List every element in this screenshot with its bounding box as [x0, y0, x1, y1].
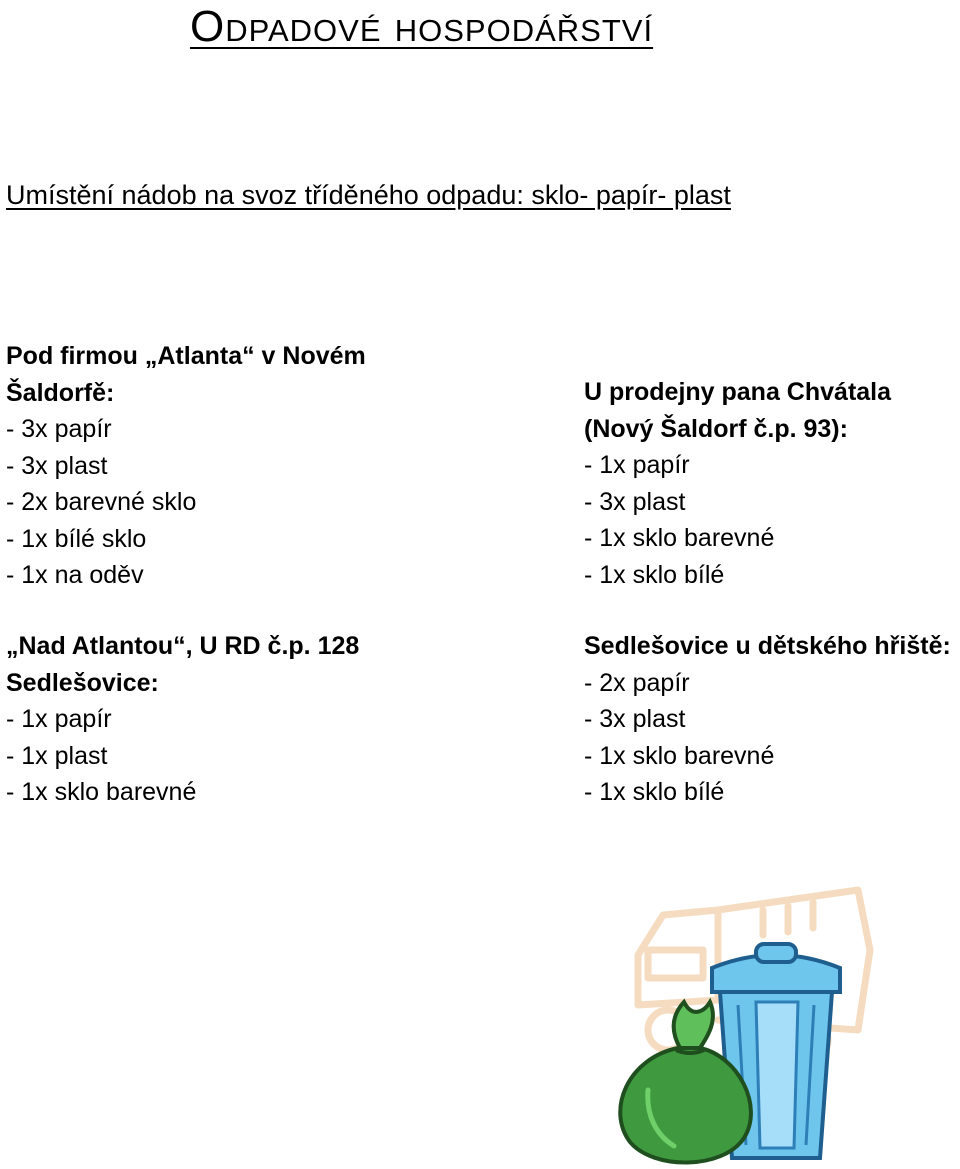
section-subtitle: Umístění nádob na svoz tříděného odpadu: sklo- papír- plast [6, 180, 731, 210]
list-item: - 3x plast [584, 705, 686, 733]
location-atlanta [6, 338, 366, 594]
list-item: - 1x papír [6, 705, 112, 733]
list-item: - 3x plast [6, 451, 108, 480]
page-title: Odpadové hospodářství [190, 2, 654, 51]
location-heading-line: Pod firmou „Atlanta“ v Novém [6, 342, 366, 370]
list-item: - 3x papír [6, 415, 112, 443]
location-heading-line: Šaldorfě: [6, 378, 115, 407]
location-heading-line: „Nad Atlantou“, U RD č.p. 128 [6, 632, 360, 660]
list-item: - 1x sklo barevné [6, 778, 197, 806]
location-chvatal [584, 374, 891, 593]
location-nad-atlantou [6, 628, 359, 811]
list-item: - 1x sklo bílé [584, 778, 725, 806]
location-heading-line: Sedlešovice u dětského hřiště: [584, 632, 951, 660]
waste-bins-illustration [608, 880, 878, 1165]
location-heading-line: U prodejny pana Chvátala [584, 378, 892, 406]
list-item: - 1x plast [6, 741, 108, 770]
list-item: - 1x papír [584, 451, 690, 479]
location-hriste [584, 628, 951, 811]
list-item: - 2x papír [584, 668, 690, 697]
location-heading-line: (Nový Šaldorf č.p. 93): [584, 414, 848, 443]
list-item: - 2x barevné sklo [6, 488, 197, 516]
location-heading-line: Sedlešovice: [6, 668, 159, 697]
list-item: - 1x bílé sklo [6, 524, 147, 553]
list-item: - 1x sklo barevné [584, 741, 775, 770]
list-item: - 1x sklo barevné [584, 524, 775, 552]
list-item: - 1x sklo bílé [584, 560, 725, 589]
list-item: - 3x plast [584, 487, 686, 516]
list-item: - 1x na oděv [6, 561, 144, 589]
